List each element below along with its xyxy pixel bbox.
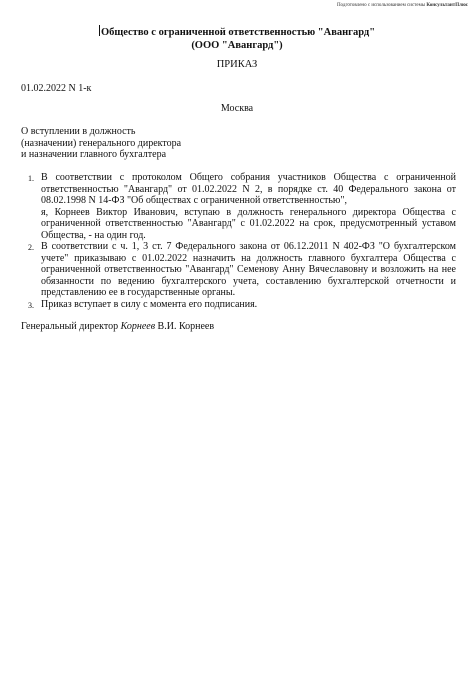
subject-line: (назначении) генерального директора bbox=[21, 137, 182, 149]
organization-short-name: (ООО "Авангард") bbox=[191, 40, 283, 51]
subject-line: О вступлении в должность bbox=[21, 126, 136, 137]
order-item-text: я, Корнеев Виктор Иванович, вступаю в должность генерального директора Общества с ограниченной ответственностью "Авангард" с 01.02.2022 на срок, предусмотренный уставом Общества, - на один год. bbox=[41, 206, 456, 241]
organization-header bbox=[0, 25, 474, 52]
order-item-number: 1. bbox=[28, 174, 34, 183]
subject-line: и назначении главного бухгалтера bbox=[21, 149, 167, 160]
watermark-brand: КонсультантПлюс bbox=[426, 3, 468, 8]
order-item bbox=[21, 299, 456, 311]
organization-line1 bbox=[0, 25, 474, 39]
document-date-number: 01.02.2022 N 1-к bbox=[21, 83, 92, 94]
handwritten-signature: Корнеев bbox=[120, 321, 156, 332]
document-city: Москва bbox=[220, 103, 254, 114]
organization-name: Общество с ограниченной ответственностью "Авангард" bbox=[100, 27, 376, 38]
order-item-text: В соответствии с протоколом Общего собрания участников Общества с ограниченной ответственностью "Авангард" от 01.02.2022 N 2, в порядке ст. 40 Федерального закона от 08.02.1998 N 14-ФЗ "Об обществах с ограниченной ответственностью", bbox=[41, 172, 456, 206]
document-title: ПРИКАЗ bbox=[216, 59, 258, 70]
watermark bbox=[337, 3, 468, 8]
order-item-text: Приказ вступает в силу с момента его подписания. bbox=[41, 298, 258, 310]
signature-position: Генеральный директор bbox=[21, 321, 119, 332]
order-item bbox=[21, 172, 456, 241]
order-items-list bbox=[21, 172, 456, 310]
text-cursor bbox=[99, 25, 100, 36]
order-item-number: 3. bbox=[28, 300, 34, 310]
order-item-text: В соответствии с ч. 1, 3 ст. 7 Федерального закона от 06.12.2011 N 402-ФЗ "О бухгалтерском учете" приказываю с 01.02.2022 назначить на должность главного бухгалтера Общества с ограниченной ответственностью "Авангард" Семенову Анну Вячеславовну и возложить на нее обязанности по ведению бухгалтерского учета, составлению бухгалтерской отчетности и представлению ее в государственные органы. bbox=[41, 241, 456, 298]
order-item bbox=[21, 241, 456, 299]
signature-block bbox=[21, 321, 214, 332]
watermark-prefix: Подготовлено с использованием системы bbox=[336, 3, 427, 8]
order-item-number: 2. bbox=[28, 243, 34, 252]
document-subject bbox=[21, 126, 181, 161]
signatory-name: В.И. Корнеев bbox=[157, 321, 215, 332]
